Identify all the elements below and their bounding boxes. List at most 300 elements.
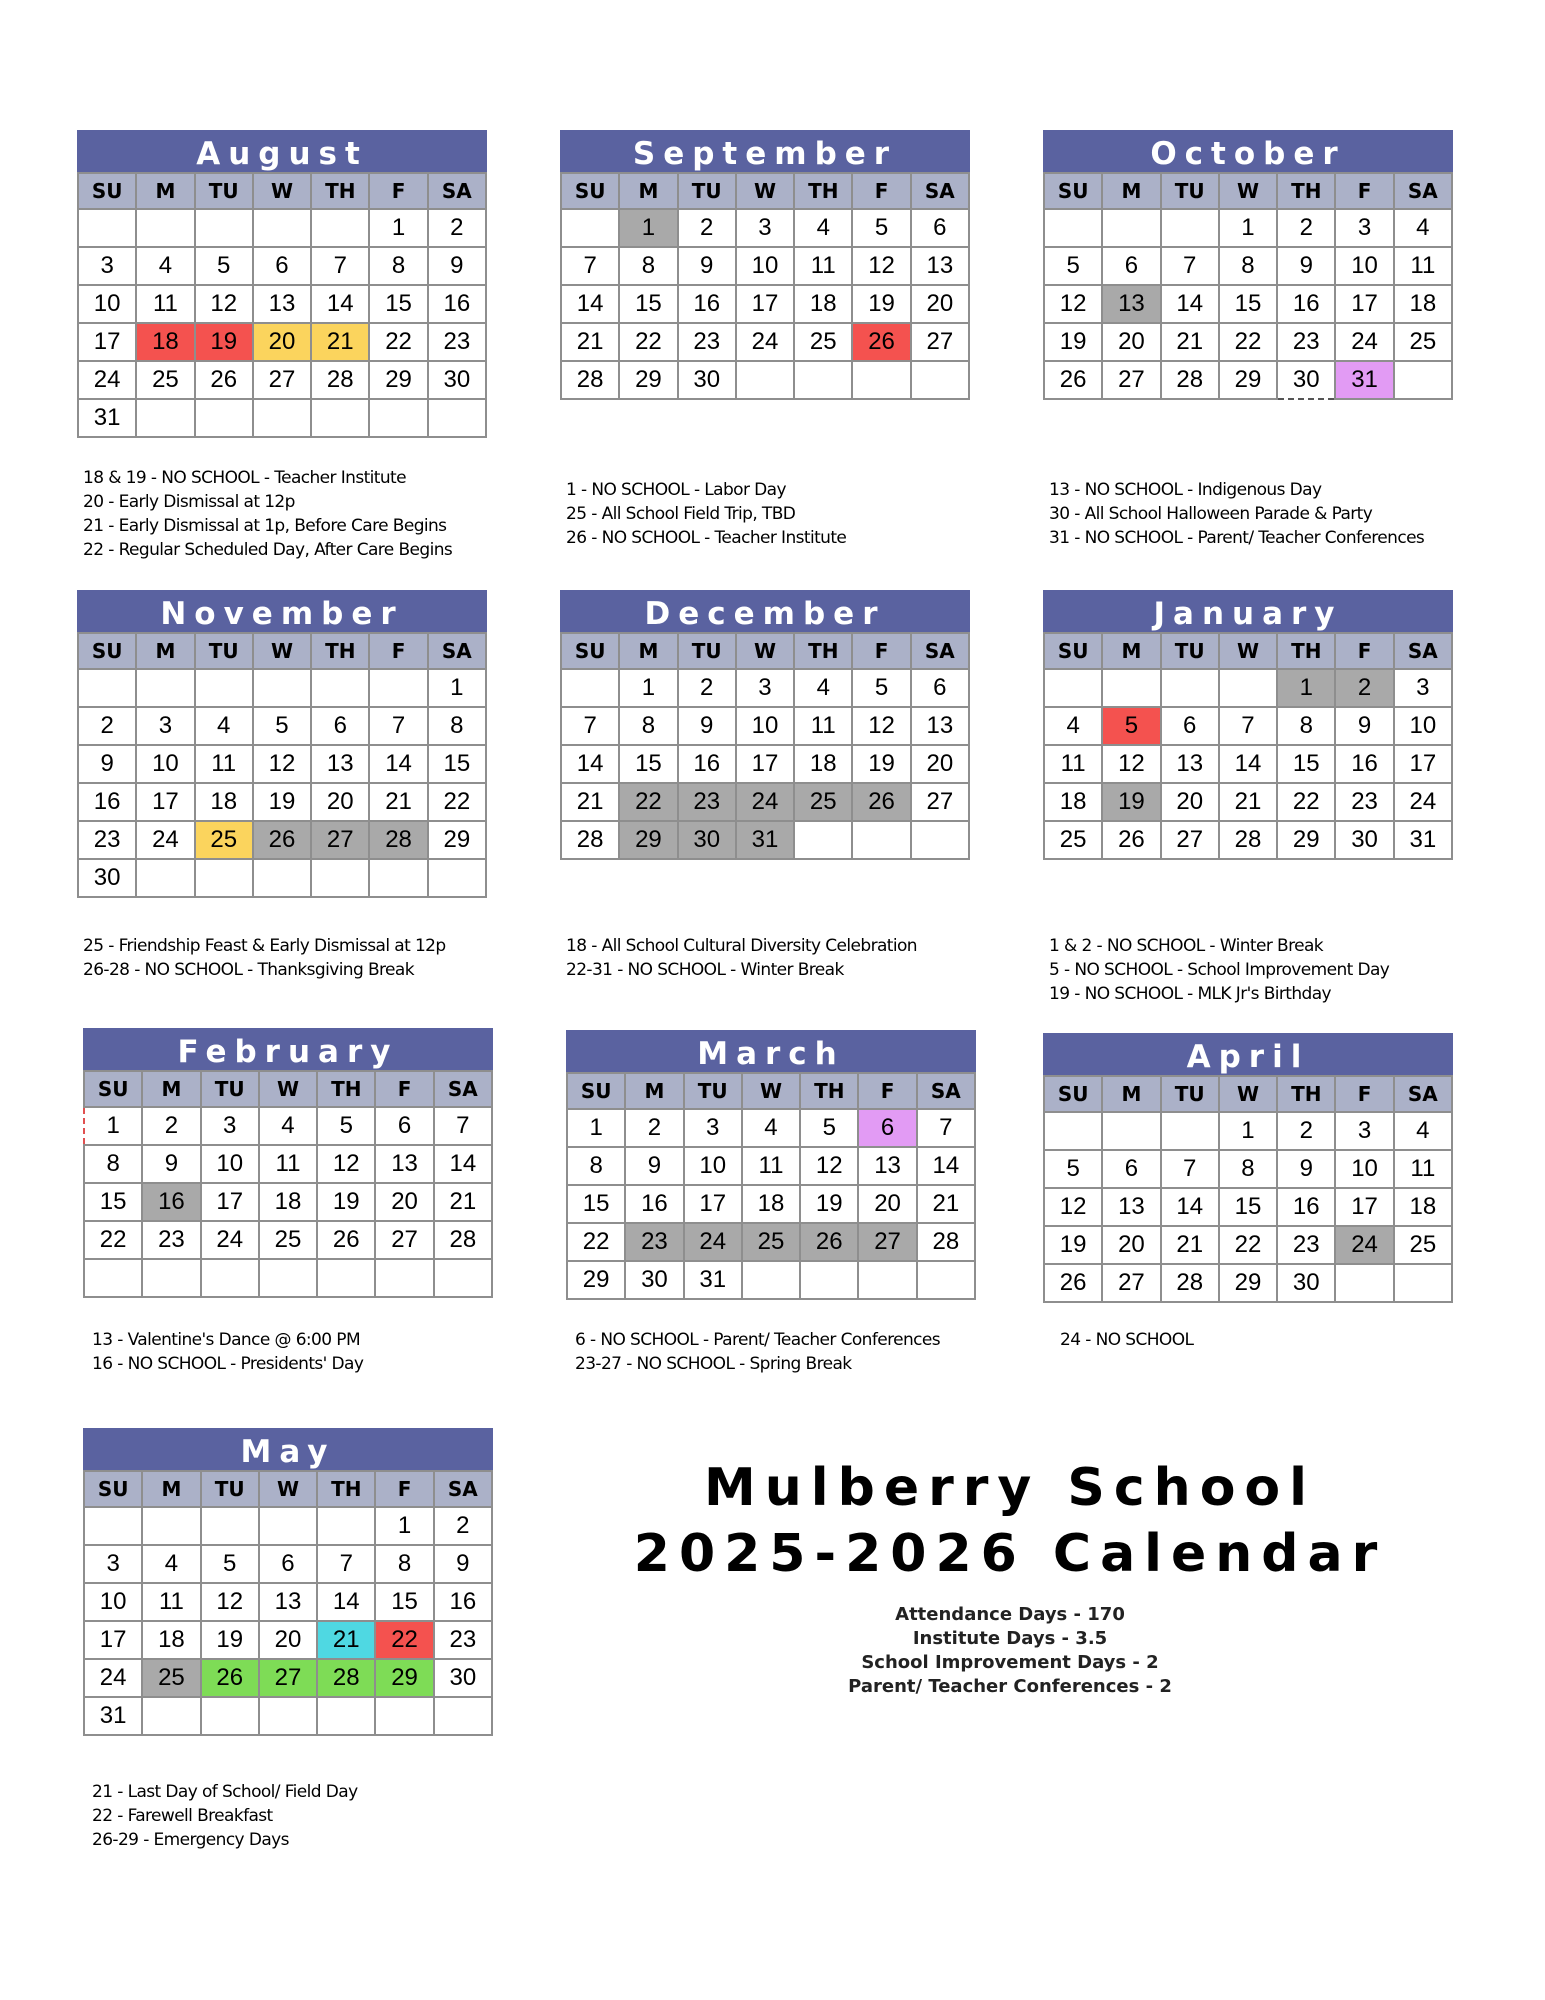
empty-cell	[369, 669, 427, 707]
empty-cell	[917, 1261, 975, 1299]
empty-cell	[369, 859, 427, 897]
note-line: 1 - NO SCHOOL - Labor Day	[566, 480, 786, 500]
day-cell: 30	[678, 361, 736, 399]
day-cell: 10	[736, 247, 794, 285]
week-row	[1044, 707, 1452, 745]
day-cell: 3	[78, 247, 136, 285]
week-row	[84, 1183, 492, 1221]
week-row	[561, 285, 969, 323]
day-cell: 18	[794, 285, 852, 323]
day-cell: 15	[1219, 1188, 1277, 1226]
day-cell: 4	[1394, 209, 1452, 247]
weekday-header: TH	[1277, 1076, 1335, 1112]
day-cell: 18	[195, 783, 253, 821]
week-row	[561, 669, 969, 707]
day-cell: 2	[625, 1109, 683, 1147]
day-cell: 23	[1277, 1226, 1335, 1264]
day-cell: 17	[1335, 285, 1393, 323]
day-cell: 11	[1044, 745, 1102, 783]
day-cell: 29	[369, 361, 427, 399]
month-title: April	[1043, 1033, 1453, 1075]
weekday-header: TH	[1277, 633, 1335, 669]
day-cell: 3	[736, 209, 794, 247]
note-line: 24 - NO SCHOOL	[1060, 1330, 1194, 1350]
calendar-grid	[560, 632, 970, 860]
weekday-header-row	[567, 1073, 975, 1109]
weekday-header: F	[369, 173, 427, 209]
day-cell: 22	[375, 1621, 433, 1659]
week-row	[84, 1659, 492, 1697]
month-title: January	[1043, 590, 1453, 632]
month-april	[1043, 1033, 1453, 1303]
day-cell: 18	[1394, 1188, 1452, 1226]
weekday-header: TH	[317, 1471, 375, 1507]
note-line: 25 - All School Field Trip, TBD	[566, 504, 796, 524]
day-cell: 13	[1102, 1188, 1160, 1226]
day-cell: 20	[911, 745, 969, 783]
day-cell: 28	[1161, 361, 1219, 399]
day-cell: 29	[1277, 821, 1335, 859]
month-february	[83, 1028, 493, 1298]
day-cell: 3	[1335, 1112, 1393, 1150]
day-cell: 28	[369, 821, 427, 859]
weekday-header: TU	[1161, 633, 1219, 669]
weekday-header: W	[253, 173, 311, 209]
day-cell: 5	[195, 247, 253, 285]
weekday-header: M	[136, 633, 194, 669]
weekday-header: M	[1102, 173, 1160, 209]
weekday-header: TH	[794, 633, 852, 669]
notes-february	[92, 1328, 363, 1376]
day-cell: 12	[253, 745, 311, 783]
week-row	[1044, 323, 1452, 361]
note-line: 21 - Last Day of School/ Field Day	[92, 1782, 358, 1802]
week-row	[1044, 783, 1452, 821]
empty-cell	[201, 1697, 259, 1735]
day-cell: 22	[1219, 1226, 1277, 1264]
weekday-header: SA	[911, 173, 969, 209]
week-row	[567, 1185, 975, 1223]
week-row	[567, 1223, 975, 1261]
weekday-header: SU	[84, 1071, 142, 1107]
day-cell: 12	[800, 1147, 858, 1185]
day-cell: 11	[259, 1145, 317, 1183]
empty-cell	[253, 669, 311, 707]
day-cell: 29	[428, 821, 486, 859]
month-title: September	[560, 130, 970, 172]
weekday-header: F	[1335, 633, 1393, 669]
day-cell: 16	[678, 745, 736, 783]
calendar-grid	[566, 1072, 976, 1300]
month-title: December	[560, 590, 970, 632]
calendar-grid	[83, 1070, 493, 1298]
notes-november	[83, 934, 446, 982]
day-cell: 21	[1219, 783, 1277, 821]
day-cell: 25	[136, 361, 194, 399]
week-row	[561, 821, 969, 859]
empty-cell	[561, 669, 619, 707]
day-cell: 14	[1161, 285, 1219, 323]
day-cell: 11	[794, 247, 852, 285]
empty-cell	[195, 399, 253, 437]
week-row	[78, 361, 486, 399]
week-row	[1044, 1226, 1452, 1264]
day-cell: 7	[434, 1107, 492, 1145]
week-row	[84, 1621, 492, 1659]
day-cell: 9	[434, 1545, 492, 1583]
day-cell: 27	[259, 1659, 317, 1697]
day-cell: 30	[1277, 1264, 1335, 1302]
day-cell: 14	[917, 1147, 975, 1185]
note-line: 22 - Regular Scheduled Day, After Care Begins	[83, 540, 453, 560]
day-cell: 14	[561, 745, 619, 783]
empty-cell	[1161, 209, 1219, 247]
day-cell: 24	[201, 1221, 259, 1259]
day-cell: 31	[78, 399, 136, 437]
day-cell: 17	[1335, 1188, 1393, 1226]
weekday-header: TU	[678, 633, 736, 669]
day-cell: 1	[375, 1507, 433, 1545]
week-row	[84, 1221, 492, 1259]
weekday-header: SA	[911, 633, 969, 669]
day-cell: 24	[1335, 323, 1393, 361]
empty-cell	[78, 669, 136, 707]
day-cell: 9	[78, 745, 136, 783]
week-row	[561, 323, 969, 361]
month-title: March	[566, 1030, 976, 1072]
day-cell: 15	[84, 1183, 142, 1221]
day-cell: 30	[1277, 361, 1335, 399]
notes-september	[566, 478, 846, 550]
week-row	[78, 669, 486, 707]
day-cell: 25	[1394, 1226, 1452, 1264]
week-row	[1044, 1112, 1452, 1150]
calendar-title	[630, 1455, 1390, 1587]
day-cell: 23	[1335, 783, 1393, 821]
day-cell: 5	[852, 669, 910, 707]
day-cell: 6	[1102, 1150, 1160, 1188]
note-line: 1 & 2 - NO SCHOOL - Winter Break	[1049, 936, 1324, 956]
note-line: 13 - Valentine's Dance @ 6:00 PM	[92, 1330, 361, 1350]
day-cell: 2	[1277, 1112, 1335, 1150]
day-cell: 31	[736, 821, 794, 859]
day-cell: 9	[625, 1147, 683, 1185]
weekday-header: SA	[434, 1071, 492, 1107]
empty-cell	[375, 1697, 433, 1735]
day-cell: 19	[1102, 783, 1160, 821]
empty-cell	[311, 669, 369, 707]
day-cell: 12	[852, 247, 910, 285]
day-cell: 9	[1335, 707, 1393, 745]
day-cell: 31	[84, 1697, 142, 1735]
empty-cell	[369, 399, 427, 437]
day-cell: 15	[428, 745, 486, 783]
day-cell: 12	[195, 285, 253, 323]
day-cell: 4	[794, 669, 852, 707]
day-cell: 30	[434, 1659, 492, 1697]
weekday-header-row	[1044, 633, 1452, 669]
day-cell: 1	[369, 209, 427, 247]
day-cell: 21	[434, 1183, 492, 1221]
day-cell: 21	[369, 783, 427, 821]
empty-cell	[259, 1259, 317, 1297]
week-row	[1044, 1150, 1452, 1188]
day-cell: 15	[369, 285, 427, 323]
day-cell: 23	[78, 821, 136, 859]
day-cell: 23	[678, 323, 736, 361]
day-cell: 28	[561, 821, 619, 859]
day-cell: 27	[1102, 1264, 1160, 1302]
day-cell: 4	[794, 209, 852, 247]
weekday-header: TH	[1277, 173, 1335, 209]
weekday-header: SU	[567, 1073, 625, 1109]
day-cell: 26	[195, 361, 253, 399]
day-cell: 12	[1044, 285, 1102, 323]
day-cell: 2	[142, 1107, 200, 1145]
week-row	[567, 1261, 975, 1299]
day-cell: 6	[311, 707, 369, 745]
day-cell: 7	[311, 247, 369, 285]
empty-cell	[201, 1507, 259, 1545]
weekday-header-row	[78, 633, 486, 669]
empty-cell	[311, 209, 369, 247]
day-cell: 2	[1277, 209, 1335, 247]
day-cell: 17	[736, 745, 794, 783]
week-row	[1044, 1264, 1452, 1302]
day-cell: 28	[1219, 821, 1277, 859]
month-march	[566, 1030, 976, 1300]
day-cell: 1	[428, 669, 486, 707]
month-december	[560, 590, 970, 860]
empty-cell	[1219, 669, 1277, 707]
weekday-header: TU	[195, 633, 253, 669]
week-row	[78, 399, 486, 437]
weekday-header-row	[78, 173, 486, 209]
weekday-header: SU	[1044, 633, 1102, 669]
empty-cell	[78, 209, 136, 247]
empty-cell	[1044, 669, 1102, 707]
day-cell: 7	[1161, 1150, 1219, 1188]
day-cell: 6	[911, 669, 969, 707]
day-cell: 24	[736, 783, 794, 821]
day-cell: 27	[253, 361, 311, 399]
day-cell: 1	[1219, 1112, 1277, 1150]
day-cell: 13	[253, 285, 311, 323]
day-cell: 19	[1044, 1226, 1102, 1264]
day-cell: 26	[253, 821, 311, 859]
note-line: 26-28 - NO SCHOOL - Thanksgiving Break	[83, 960, 414, 980]
day-cell: 3	[1394, 669, 1452, 707]
day-cell: 13	[1161, 745, 1219, 783]
weekday-header: F	[852, 633, 910, 669]
weekday-header: W	[742, 1073, 800, 1109]
weekday-header-row	[1044, 1076, 1452, 1112]
month-title: February	[83, 1028, 493, 1070]
day-cell: 14	[369, 745, 427, 783]
weekday-header: SU	[561, 173, 619, 209]
month-may	[83, 1428, 493, 1736]
empty-cell	[794, 821, 852, 859]
month-title: May	[83, 1428, 493, 1470]
weekday-header-row	[1044, 173, 1452, 209]
empty-cell	[742, 1261, 800, 1299]
day-cell: 20	[858, 1185, 916, 1223]
weekday-header: W	[736, 173, 794, 209]
day-cell: 2	[678, 209, 736, 247]
notes-march	[575, 1328, 940, 1376]
week-row	[567, 1147, 975, 1185]
stat-line: Parent/ Teacher Conferences - 2	[848, 1676, 1172, 1697]
day-cell: 10	[1335, 1150, 1393, 1188]
day-cell: 31	[684, 1261, 742, 1299]
weekday-header: SA	[1394, 633, 1452, 669]
day-cell: 21	[561, 323, 619, 361]
day-cell: 7	[317, 1545, 375, 1583]
empty-cell	[253, 859, 311, 897]
day-cell: 29	[1219, 361, 1277, 399]
day-cell: 9	[678, 707, 736, 745]
day-cell: 27	[858, 1223, 916, 1261]
stat-line: Institute Days - 3.5	[912, 1628, 1108, 1649]
day-cell: 20	[259, 1621, 317, 1659]
day-cell: 8	[1277, 707, 1335, 745]
weekday-header: W	[259, 1471, 317, 1507]
day-cell: 8	[567, 1147, 625, 1185]
week-row	[78, 323, 486, 361]
day-cell: 5	[1044, 1150, 1102, 1188]
day-cell: 26	[1102, 821, 1160, 859]
note-line: 18 - All School Cultural Diversity Celebration	[566, 936, 917, 956]
day-cell: 31	[1394, 821, 1452, 859]
empty-cell	[736, 361, 794, 399]
day-cell: 16	[625, 1185, 683, 1223]
day-cell: 28	[317, 1659, 375, 1697]
day-cell: 28	[561, 361, 619, 399]
empty-cell	[195, 209, 253, 247]
empty-cell	[1394, 1264, 1452, 1302]
week-row	[78, 209, 486, 247]
day-cell: 22	[619, 323, 677, 361]
day-cell: 1	[1277, 669, 1335, 707]
day-cell: 1	[619, 669, 677, 707]
day-cell: 2	[1335, 669, 1393, 707]
day-cell: 4	[1394, 1112, 1452, 1150]
day-cell: 6	[259, 1545, 317, 1583]
day-cell: 24	[78, 361, 136, 399]
day-cell: 26	[852, 323, 910, 361]
day-cell: 8	[1219, 1150, 1277, 1188]
weekday-header: TH	[794, 173, 852, 209]
empty-cell	[311, 399, 369, 437]
notes-january	[1049, 934, 1389, 1006]
weekday-header: W	[1219, 633, 1277, 669]
day-cell: 5	[201, 1545, 259, 1583]
week-row	[1044, 285, 1452, 323]
day-cell: 15	[619, 285, 677, 323]
day-cell: 16	[428, 285, 486, 323]
day-cell: 26	[317, 1221, 375, 1259]
week-row	[78, 745, 486, 783]
weekday-header: F	[858, 1073, 916, 1109]
day-cell: 4	[195, 707, 253, 745]
empty-cell	[136, 209, 194, 247]
day-cell: 10	[136, 745, 194, 783]
day-cell: 6	[858, 1109, 916, 1147]
day-cell: 8	[619, 707, 677, 745]
week-row	[84, 1545, 492, 1583]
note-line: 23-27 - NO SCHOOL - Spring Break	[575, 1354, 852, 1374]
day-cell: 12	[852, 707, 910, 745]
day-cell: 18	[742, 1185, 800, 1223]
day-cell: 15	[375, 1583, 433, 1621]
day-cell: 30	[78, 859, 136, 897]
day-cell: 5	[800, 1109, 858, 1147]
day-cell: 7	[369, 707, 427, 745]
note-line: 16 - NO SCHOOL - Presidents' Day	[92, 1354, 364, 1374]
weekday-header: M	[619, 173, 677, 209]
empty-cell	[428, 399, 486, 437]
weekday-header: F	[369, 633, 427, 669]
day-cell: 9	[428, 247, 486, 285]
weekday-header: F	[852, 173, 910, 209]
day-cell: 27	[311, 821, 369, 859]
week-row	[84, 1697, 492, 1735]
day-cell: 3	[1335, 209, 1393, 247]
empty-cell	[136, 669, 194, 707]
day-cell: 30	[1335, 821, 1393, 859]
weekday-header: F	[375, 1471, 433, 1507]
day-cell: 14	[1161, 1188, 1219, 1226]
day-cell: 2	[428, 209, 486, 247]
week-row	[561, 361, 969, 399]
note-line: 20 - Early Dismissal at 12p	[83, 492, 295, 512]
day-cell: 21	[561, 783, 619, 821]
weekday-header: SA	[428, 633, 486, 669]
day-cell: 22	[619, 783, 677, 821]
empty-cell	[1044, 209, 1102, 247]
day-cell: 30	[428, 361, 486, 399]
day-cell: 4	[259, 1107, 317, 1145]
day-cell: 13	[259, 1583, 317, 1621]
weekday-header: TU	[684, 1073, 742, 1109]
week-row	[1044, 247, 1452, 285]
empty-cell	[142, 1259, 200, 1297]
empty-cell	[1161, 1112, 1219, 1150]
day-cell: 3	[136, 707, 194, 745]
day-cell: 19	[253, 783, 311, 821]
weekday-header: W	[253, 633, 311, 669]
week-row	[1044, 209, 1452, 247]
week-row	[1044, 669, 1452, 707]
day-cell: 5	[317, 1107, 375, 1145]
day-cell: 19	[800, 1185, 858, 1223]
note-line: 6 - NO SCHOOL - Parent/ Teacher Conferences	[575, 1330, 940, 1350]
day-cell: 18	[794, 745, 852, 783]
day-cell: 19	[852, 745, 910, 783]
day-cell: 27	[1161, 821, 1219, 859]
day-cell: 7	[917, 1109, 975, 1147]
weekday-header: TU	[1161, 173, 1219, 209]
weekday-header: SA	[917, 1073, 975, 1109]
day-cell: 21	[1161, 323, 1219, 361]
weekday-header: M	[142, 1471, 200, 1507]
week-row	[1044, 821, 1452, 859]
month-november	[77, 590, 487, 898]
week-row	[78, 247, 486, 285]
week-row	[561, 745, 969, 783]
empty-cell	[84, 1507, 142, 1545]
day-cell: 29	[567, 1261, 625, 1299]
